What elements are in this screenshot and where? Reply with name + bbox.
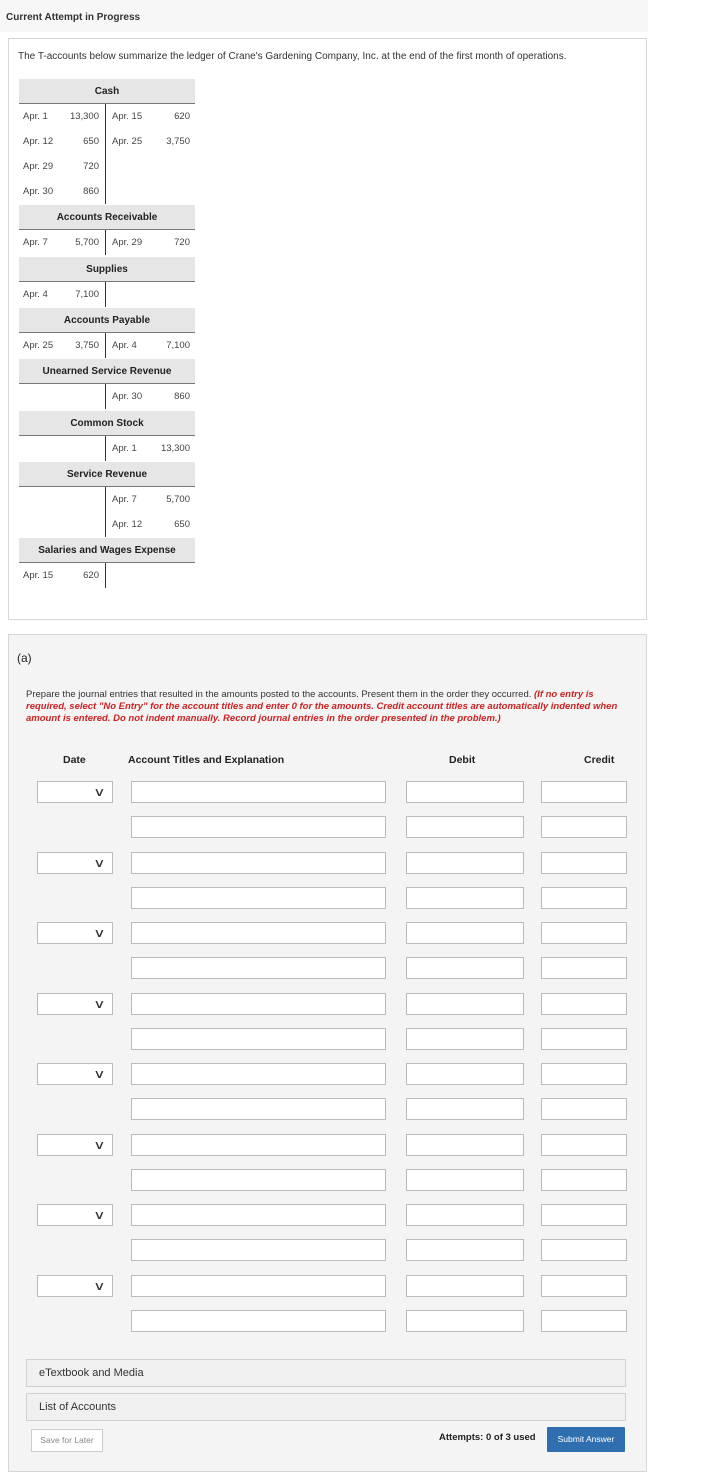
t-account-row: [19, 230, 195, 255]
debit-date: Apr. 29: [23, 161, 54, 172]
account-title-input[interactable]: [131, 957, 386, 979]
credit-date: Apr. 15: [112, 111, 143, 122]
t-account: [19, 538, 195, 588]
t-account: [19, 79, 195, 204]
credit-input[interactable]: [541, 922, 627, 944]
chevron-down-icon: ∨: [93, 926, 106, 940]
problem-statement: [8, 38, 647, 620]
journal-credit-line: [9, 1098, 646, 1122]
t-account-body: [19, 487, 195, 537]
credit-amount: 650: [174, 518, 190, 530]
t-account: [19, 359, 195, 409]
debit-input[interactable]: [406, 993, 524, 1015]
credit-input[interactable]: [541, 1169, 627, 1191]
journal-credit-line: [9, 1239, 646, 1263]
instruction-text: Prepare the journal entries that resulted in the amounts posted to the accounts. Present them in the order they occurred.: [26, 689, 532, 700]
journal-debit-line: [9, 1275, 646, 1299]
credit-date: Apr. 1: [112, 442, 137, 454]
account-title-input[interactable]: [131, 1098, 386, 1120]
account-title-input[interactable]: [131, 1310, 386, 1332]
credit-date: Apr. 29: [112, 237, 143, 249]
debit-input[interactable]: [406, 922, 524, 944]
date-select[interactable]: [37, 1134, 113, 1156]
journal-debit-line: [9, 922, 646, 946]
account-title-input[interactable]: [131, 993, 386, 1015]
chevron-down-icon: ∨: [93, 1208, 106, 1222]
t-account: [19, 308, 195, 358]
date-select[interactable]: [37, 1204, 113, 1226]
date-select[interactable]: [37, 852, 113, 874]
date-select[interactable]: [37, 1063, 113, 1085]
journal-debit-line: [9, 852, 646, 876]
journal-debit-line: [9, 1063, 646, 1087]
header-account: Account Titles and Explanation: [128, 754, 285, 766]
debit-amount: 650: [83, 136, 99, 147]
account-title-input[interactable]: [131, 1204, 386, 1226]
debit-amount: 860: [83, 186, 99, 197]
debit-input[interactable]: [406, 887, 524, 909]
account-title-input[interactable]: [131, 922, 386, 944]
journal-debit-line: [9, 1204, 646, 1228]
journal-credit-line: [9, 1310, 646, 1334]
credit-input[interactable]: [541, 1098, 627, 1120]
journal-credit-line: [9, 1028, 646, 1052]
t-account-row: [19, 282, 195, 307]
debit-input[interactable]: [406, 1028, 524, 1050]
credit-date: Apr. 12: [112, 518, 143, 530]
journal-debit-line: [9, 781, 646, 805]
chevron-down-icon: ∨: [93, 996, 106, 1011]
credit-date: Apr. 4: [112, 339, 137, 351]
submit-answer-button[interactable]: Submit Answer: [547, 1427, 625, 1452]
save-for-later-button[interactable]: Save for Later: [31, 1429, 103, 1452]
debit-input[interactable]: [406, 1063, 524, 1085]
debit-input[interactable]: [406, 1169, 524, 1191]
t-account-row: [19, 333, 195, 358]
credit-date: Apr. 30: [112, 391, 143, 403]
debit-input[interactable]: [406, 781, 524, 803]
debit-date: Apr. 12: [23, 136, 54, 147]
credit-amount: 860: [174, 391, 190, 403]
date-select[interactable]: [37, 993, 113, 1015]
t-account-body: [19, 333, 195, 358]
t-account-row: [19, 129, 195, 154]
debit-amount: 5,700: [75, 237, 99, 249]
debit-date: Apr. 15: [23, 570, 54, 582]
credit-amount: 13,300: [160, 442, 190, 454]
journal-debit-line: [9, 993, 646, 1017]
t-account-body: [19, 230, 195, 255]
credit-input[interactable]: [541, 781, 627, 803]
t-account-row: [19, 487, 195, 512]
t-account-title: Common Stock: [19, 411, 195, 436]
debit-input[interactable]: [406, 1098, 524, 1120]
debit-input[interactable]: [406, 1310, 524, 1332]
chevron-down-icon: ∨: [93, 1137, 106, 1152]
debit-amount: 13,300: [69, 111, 99, 122]
t-account-title: Unearned Service Revenue: [19, 359, 195, 384]
journal-debit-line: [9, 1134, 646, 1158]
t-account: [19, 257, 195, 307]
date-select[interactable]: [37, 781, 113, 803]
debit-input[interactable]: [406, 957, 524, 979]
credit-input[interactable]: [541, 816, 627, 838]
account-title-input[interactable]: [131, 1028, 386, 1050]
debit-date: Apr. 30: [23, 186, 54, 197]
debit-date: Apr. 25: [23, 339, 54, 351]
t-account-body: [19, 384, 195, 409]
t-account-row: [19, 512, 195, 537]
credit-input[interactable]: [541, 1063, 627, 1085]
credit-date: Apr. 7: [112, 493, 137, 505]
attempt-banner: [0, 0, 648, 32]
t-account-title: Accounts Payable: [19, 308, 195, 333]
credit-input[interactable]: [541, 1028, 627, 1050]
instruction-note: (If no entry is required, select "No Entry" for the account titles and enter 0 for the amounts. Credit account titles are automatically indented when amount is entered. Do not indent manually. Record journal entries in the order presented in the problem.): [26, 689, 618, 724]
t-account-body: [19, 104, 195, 204]
credit-amount: 620: [174, 111, 190, 122]
credit-amount: 7,100: [166, 339, 190, 351]
etextbook-link[interactable]: [26, 1359, 626, 1387]
chevron-down-icon: ∨: [93, 785, 106, 799]
t-account-body: [19, 563, 195, 588]
debit-amount: 7,100: [75, 288, 99, 300]
etextbook-label: eTextbook and Media: [39, 1367, 144, 1379]
journal-credit-line: [9, 1169, 646, 1193]
date-select[interactable]: [37, 1275, 113, 1297]
t-account-row: [19, 179, 195, 204]
t-account-row: [19, 563, 195, 588]
t-account-body: [19, 282, 195, 307]
debit-amount: 3,750: [75, 339, 99, 351]
part-label: (a): [17, 651, 32, 665]
account-title-input[interactable]: [131, 781, 386, 803]
account-title-input[interactable]: [131, 887, 386, 909]
header-debit: Debit: [449, 754, 476, 766]
journal-credit-line: [9, 887, 646, 911]
instructions: [26, 689, 631, 725]
account-title-input[interactable]: [131, 852, 386, 874]
list-of-accounts-link[interactable]: [26, 1393, 626, 1421]
credit-input[interactable]: [541, 1239, 627, 1261]
journal-credit-line: [9, 816, 646, 840]
debit-input[interactable]: [406, 816, 524, 838]
credit-amount: 5,700: [166, 493, 190, 505]
debit-date: Apr. 4: [23, 288, 48, 300]
account-title-input[interactable]: [131, 816, 386, 838]
date-select[interactable]: [37, 922, 113, 944]
t-account-body: [19, 436, 195, 461]
chevron-down-icon: ∨: [93, 855, 106, 870]
credit-input[interactable]: [541, 1134, 627, 1156]
account-title-input[interactable]: [131, 1275, 386, 1297]
credit-input[interactable]: [541, 1275, 627, 1297]
list-of-accounts-label: List of Accounts: [39, 1401, 117, 1413]
debit-input[interactable]: [406, 1204, 524, 1226]
chevron-down-icon: ∨: [93, 1067, 106, 1081]
t-account-title: Supplies: [19, 257, 195, 282]
part-a-panel: [8, 634, 647, 1472]
t-account-title: Accounts Receivable: [19, 205, 195, 230]
header-credit: Credit: [584, 754, 615, 766]
t-account-row: [19, 104, 195, 129]
debit-date: Apr. 1: [23, 111, 48, 122]
t-account: [19, 462, 195, 537]
account-title-input[interactable]: [131, 1169, 386, 1191]
credit-input[interactable]: [541, 993, 627, 1015]
credit-input[interactable]: [541, 957, 627, 979]
credit-input[interactable]: [541, 1204, 627, 1226]
t-account: [19, 411, 195, 461]
credit-input[interactable]: [541, 852, 627, 874]
t-account-row: [19, 154, 195, 179]
debit-input[interactable]: [406, 1134, 524, 1156]
attempts-counter: Attempts: 0 of 3 used: [439, 1432, 536, 1443]
credit-input[interactable]: [541, 887, 627, 909]
chevron-down-icon: ∨: [93, 1278, 106, 1293]
t-account-row: [19, 436, 195, 461]
header-date: Date: [63, 754, 86, 766]
debit-input[interactable]: [406, 1275, 524, 1297]
debit-input[interactable]: [406, 852, 524, 874]
attempt-status: Current Attempt in Progress: [6, 12, 141, 23]
credit-date: Apr. 25: [112, 136, 143, 147]
problem-intro: The T-accounts below summarize the ledger of Crane's Gardening Company, Inc. at the end of the first month of operations.: [18, 51, 567, 62]
account-title-input[interactable]: [131, 1134, 386, 1156]
account-title-input[interactable]: [131, 1063, 386, 1085]
debit-amount: 720: [83, 161, 99, 172]
debit-date: Apr. 7: [23, 237, 48, 249]
t-account-row: [19, 384, 195, 409]
credit-amount: 720: [174, 237, 190, 249]
debit-amount: 620: [83, 570, 99, 582]
credit-amount: 3,750: [166, 136, 190, 147]
debit-input[interactable]: [406, 1239, 524, 1261]
t-account: [19, 205, 195, 255]
account-title-input[interactable]: [131, 1239, 386, 1261]
credit-input[interactable]: [541, 1310, 627, 1332]
t-account-title: Cash: [19, 79, 195, 104]
t-account-title: Salaries and Wages Expense: [19, 538, 195, 563]
t-account-title: Service Revenue: [19, 462, 195, 487]
journal-credit-line: [9, 957, 646, 981]
